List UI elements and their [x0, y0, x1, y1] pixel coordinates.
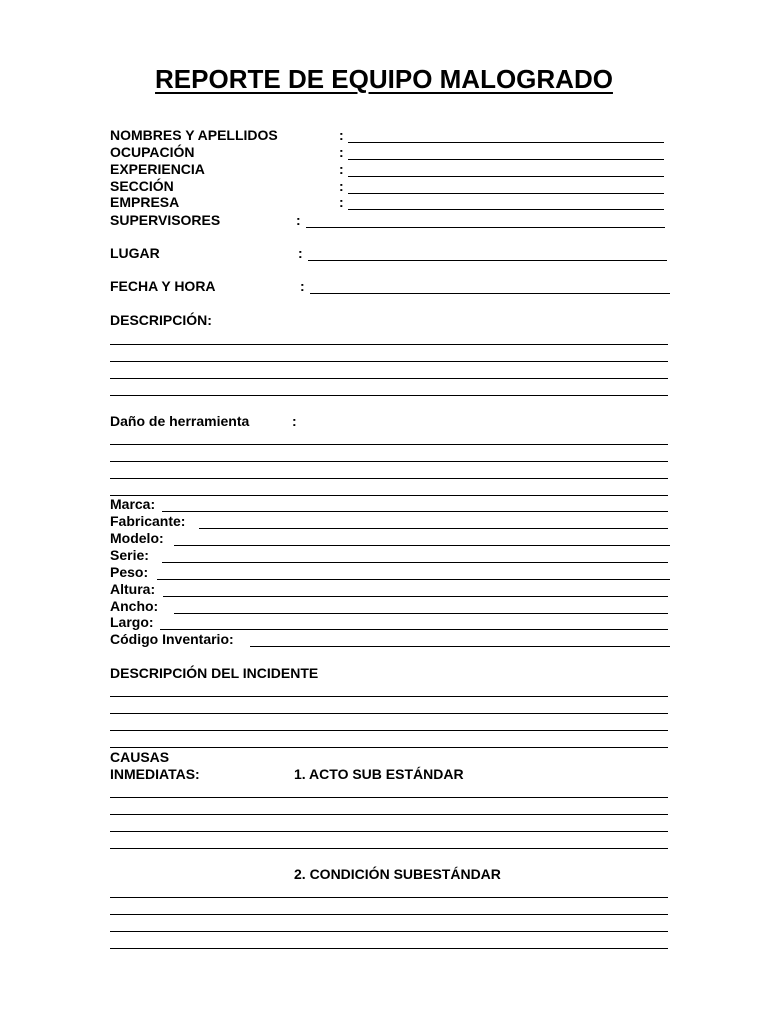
field-altura-line[interactable]: [163, 596, 668, 597]
label-lugar: LUGAR: [110, 245, 160, 261]
field-serie-line[interactable]: [162, 562, 668, 563]
label-largo: Largo:: [110, 614, 154, 630]
colon: :: [339, 161, 344, 177]
field-codigo-inventario-line[interactable]: [250, 646, 670, 647]
colon: :: [339, 144, 344, 160]
label-fecha-hora: FECHA Y HORA: [110, 278, 216, 294]
dano-line-1[interactable]: [110, 444, 668, 445]
condicion-line-3[interactable]: [110, 931, 668, 932]
field-seccion-line[interactable]: [348, 193, 664, 194]
colon: :: [339, 127, 344, 143]
incidente-line-1[interactable]: [110, 696, 668, 697]
acto-line-1[interactable]: [110, 797, 668, 798]
field-fecha-hora-line[interactable]: [310, 293, 670, 294]
label-experiencia: EXPERIENCIA: [110, 161, 205, 177]
label-causas: CAUSAS: [110, 749, 170, 765]
field-ocupacion-line[interactable]: [348, 159, 664, 160]
incidente-line-4[interactable]: [110, 747, 668, 748]
page-title: REPORTE DE EQUIPO MALOGRADO: [155, 64, 613, 94]
label-ancho: Ancho:: [110, 598, 159, 614]
colon: :: [296, 212, 301, 228]
field-ancho-line[interactable]: [174, 613, 668, 614]
incidente-line-2[interactable]: [110, 713, 668, 714]
condicion-line-2[interactable]: [110, 914, 668, 915]
label-condicion-subestandar: 2. CONDICIÓN SUBESTÁNDAR: [294, 866, 501, 882]
field-modelo-line[interactable]: [174, 545, 670, 546]
label-nombres: NOMBRES Y APELLIDOS: [110, 127, 278, 143]
colon: :: [292, 413, 297, 429]
acto-line-4[interactable]: [110, 848, 668, 849]
acto-line-3[interactable]: [110, 831, 668, 832]
incidente-line-3[interactable]: [110, 730, 668, 731]
label-supervisores: SUPERVISORES: [110, 212, 221, 228]
label-serie: Serie:: [110, 547, 149, 563]
label-descripcion-incidente: DESCRIPCIÓN DEL INCIDENTE: [110, 665, 319, 681]
label-ocupacion: OCUPACIÓN: [110, 144, 195, 160]
colon: :: [339, 194, 344, 210]
condicion-line-1[interactable]: [110, 897, 668, 898]
label-marca: Marca:: [110, 496, 156, 512]
field-empresa-line[interactable]: [348, 209, 664, 210]
colon: :: [300, 278, 305, 294]
field-supervisores-line[interactable]: [306, 227, 665, 228]
label-peso: Peso:: [110, 564, 149, 580]
dano-line-4[interactable]: [110, 495, 668, 496]
colon: :: [339, 178, 344, 194]
descripcion-line-3[interactable]: [110, 378, 668, 379]
descripcion-line-4[interactable]: [110, 395, 668, 396]
label-codigo-inventario: Código Inventario:: [110, 631, 234, 647]
field-fabricante-line[interactable]: [199, 528, 668, 529]
field-peso-line[interactable]: [157, 579, 670, 580]
field-largo-line[interactable]: [160, 629, 668, 630]
field-experiencia-line[interactable]: [348, 176, 664, 177]
label-modelo: Modelo:: [110, 530, 164, 546]
label-fabricante: Fabricante:: [110, 513, 186, 529]
descripcion-line-1[interactable]: [110, 344, 668, 345]
field-marca-line[interactable]: [162, 511, 668, 512]
label-seccion: SECCIÓN: [110, 178, 174, 194]
field-nombres-line[interactable]: [348, 142, 664, 143]
label-descripcion: DESCRIPCIÓN:: [110, 312, 212, 328]
dano-line-3[interactable]: [110, 478, 668, 479]
descripcion-line-2[interactable]: [110, 361, 668, 362]
acto-line-2[interactable]: [110, 814, 668, 815]
dano-line-2[interactable]: [110, 461, 668, 462]
label-dano-herramienta: Daño de herramienta: [110, 413, 250, 429]
label-inmediatas: INMEDIATAS:: [110, 766, 200, 782]
condicion-line-4[interactable]: [110, 948, 668, 949]
label-empresa: EMPRESA: [110, 194, 180, 210]
label-acto-subestandar: 1. ACTO SUB ESTÁNDAR: [294, 766, 464, 782]
field-lugar-line[interactable]: [308, 260, 667, 261]
colon: :: [298, 245, 303, 261]
label-altura: Altura:: [110, 581, 156, 597]
